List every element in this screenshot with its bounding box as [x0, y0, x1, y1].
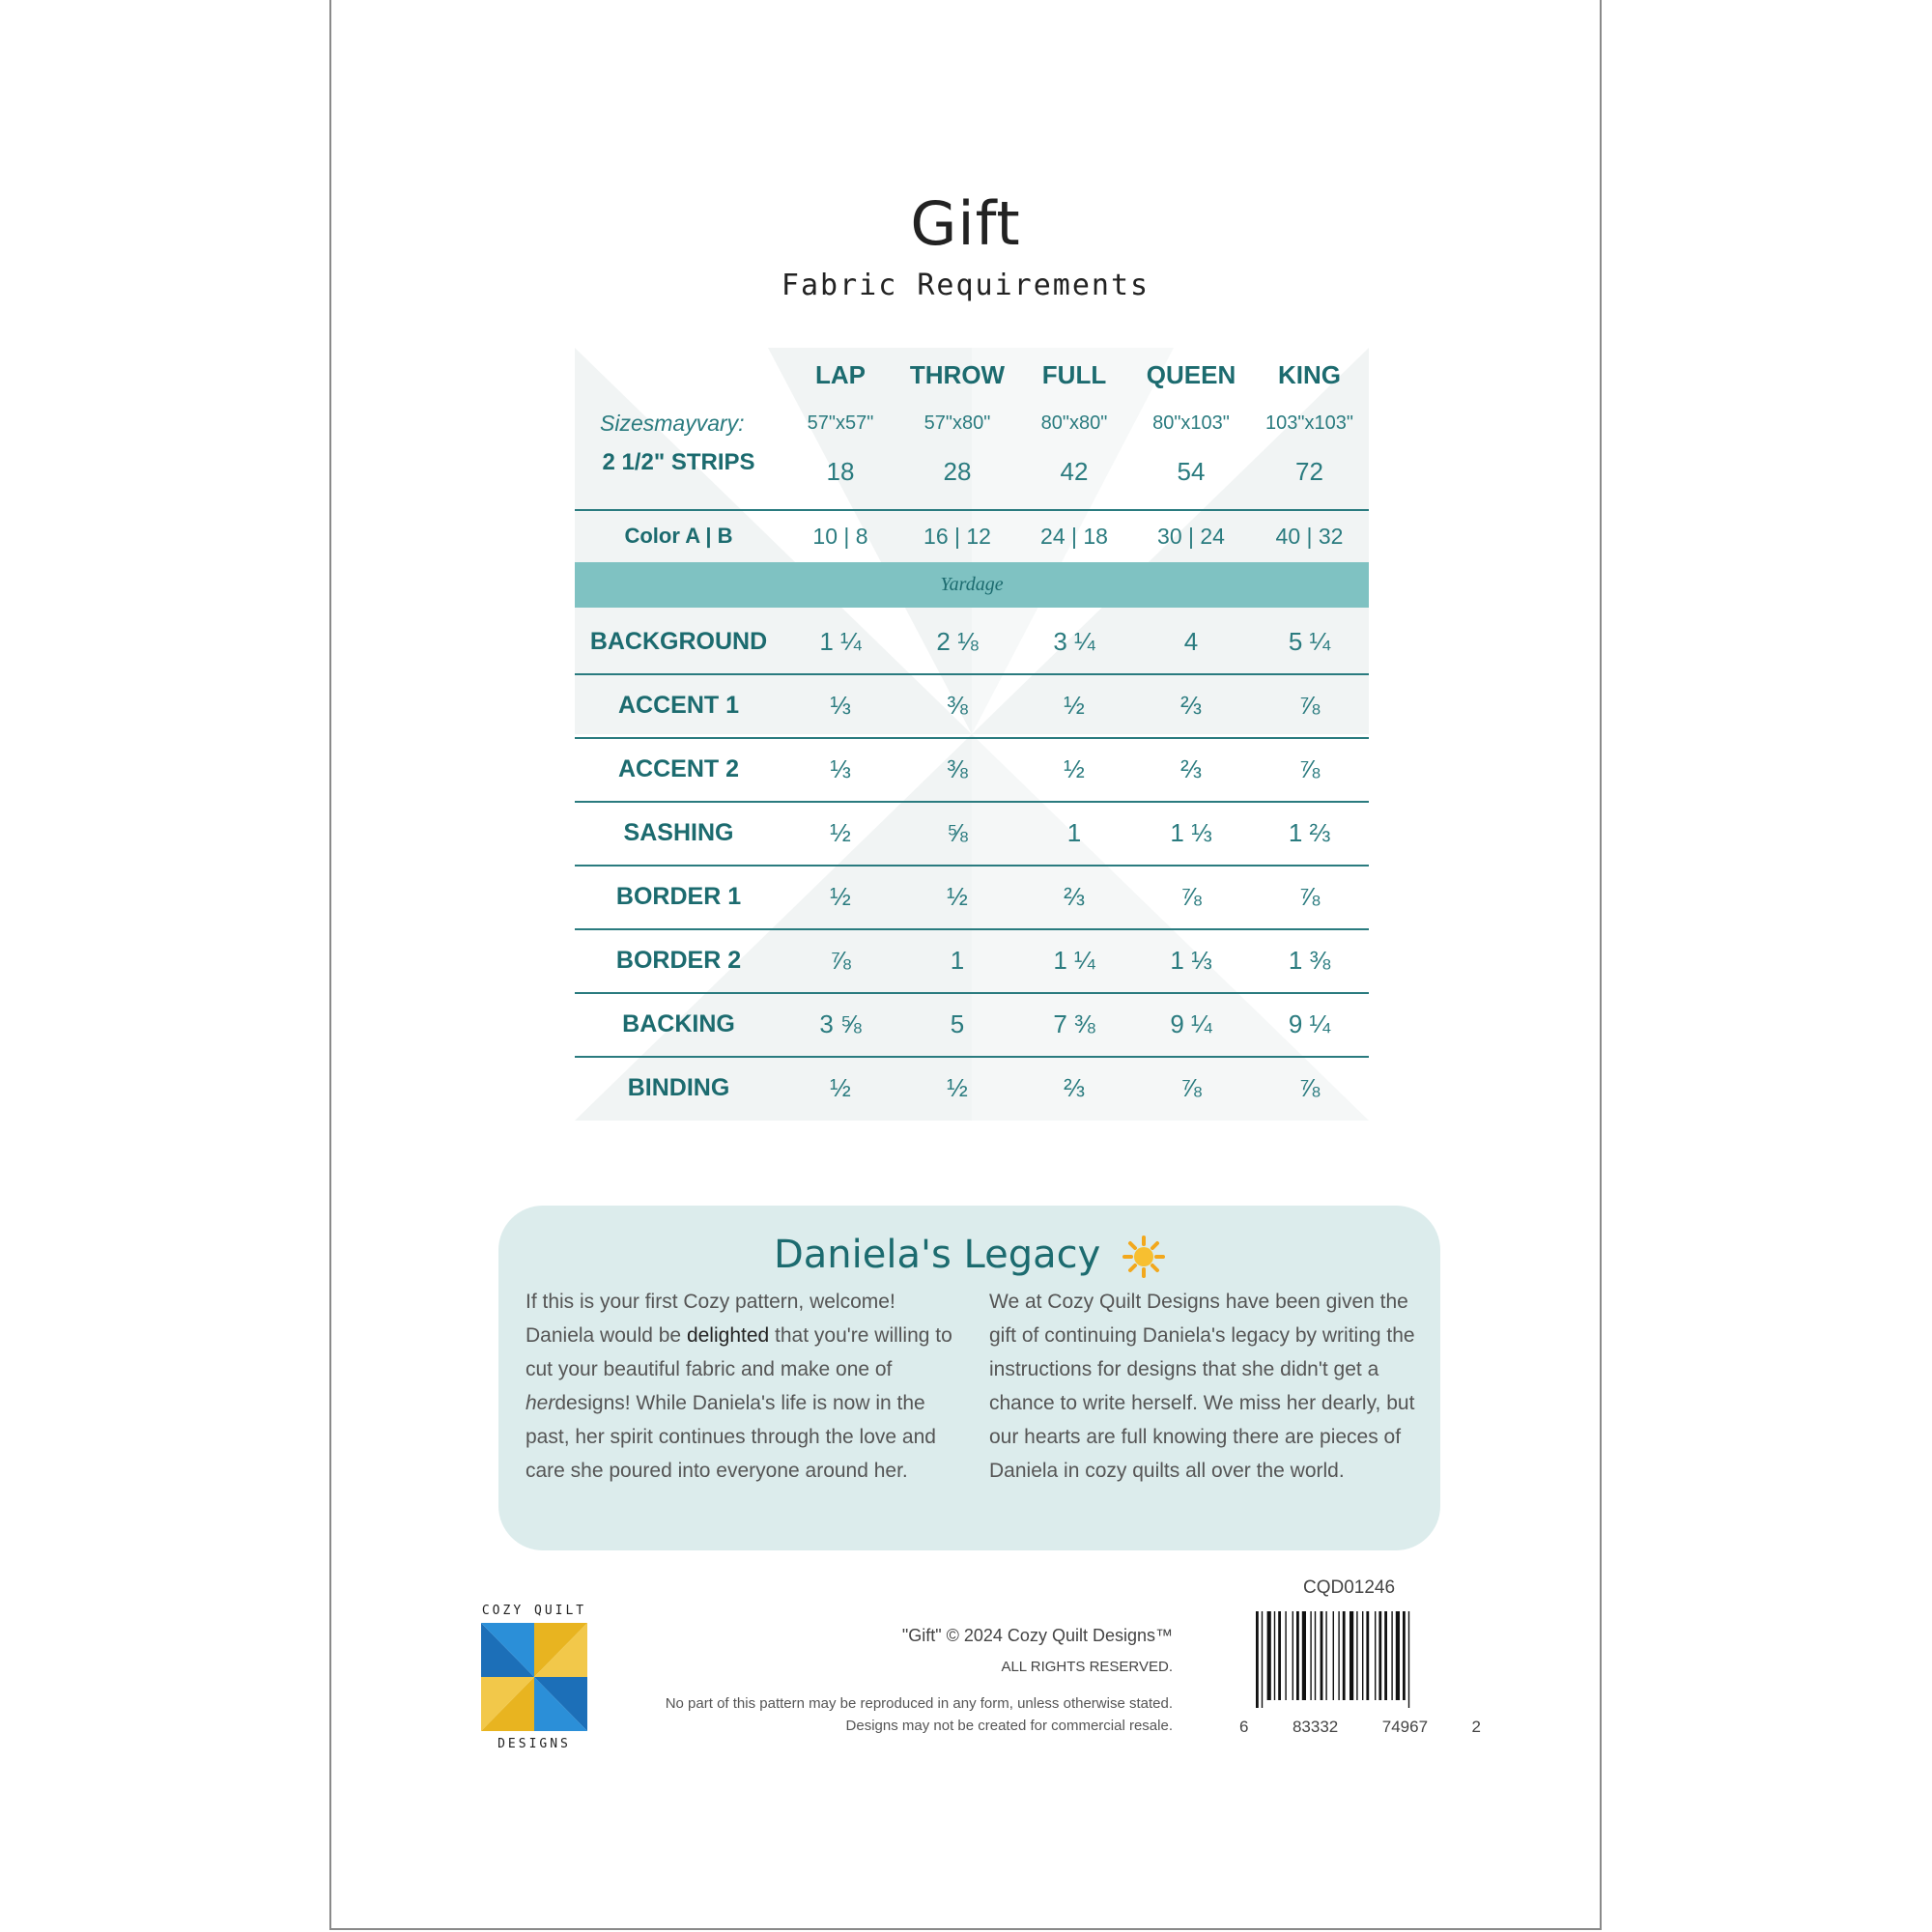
yardage-value: 1 [1066, 817, 1082, 847]
yardage-value: 1 [950, 945, 965, 975]
yardage-value: 1 ⅔ [1288, 817, 1331, 847]
barcode-bar [1378, 1611, 1381, 1700]
barcode-digit: 74967 [1381, 1718, 1429, 1736]
barcode-bar [1262, 1611, 1263, 1708]
barcode-digit: 2 [1471, 1718, 1481, 1736]
barcode-bar [1396, 1611, 1400, 1700]
fabric-requirements-table [575, 348, 1369, 1121]
color-value: 24 | 18 [1040, 523, 1108, 549]
color-value: 30 | 24 [1157, 523, 1225, 549]
table-row [575, 993, 1369, 1055]
yardage-value: ⅞ [830, 945, 851, 975]
barcode-bar [1350, 1611, 1353, 1700]
yardage-value: 4 [1183, 626, 1199, 656]
size-value: 57"x80" [923, 412, 991, 434]
row-label: ACCENT 2 [617, 754, 739, 782]
yardage-value: 1 ¼ [819, 626, 862, 656]
legacy-title-text: Daniela's Legacy [773, 1233, 1101, 1277]
yardage-value: 3 ⅝ [819, 1009, 862, 1038]
table-row [575, 738, 1369, 800]
sun-icon [1122, 1236, 1165, 1278]
pinwheel-icon [481, 1623, 587, 1731]
barcode-digit: 83332 [1292, 1718, 1339, 1736]
color-value: 40 | 32 [1275, 523, 1344, 549]
size-value: 57"x57" [807, 412, 874, 434]
strips-value: 28 [943, 456, 972, 486]
logo-bottom-text: DESIGNS [497, 1737, 571, 1751]
product-code: CQD01246 [1303, 1577, 1396, 1598]
size-value: 80"x103" [1152, 412, 1230, 434]
barcode-bar [1321, 1611, 1323, 1700]
yardage-value: ⅞ [1180, 881, 1202, 911]
row-label: SASHING [623, 818, 734, 846]
col-lap: LAP [815, 359, 866, 389]
sizes-note: Sizesmayvary: [600, 410, 745, 436]
yardage-value: 5 ¼ [1288, 626, 1331, 656]
emphasis-text: delighted [686, 1324, 770, 1347]
legacy-left-text: If this is your first Cozy pattern, welcome! Daniela would be delighted that you're willing to cut your beautiful fabric and make one of herdesigns! While Daniela's life is now in the past, her spirit continues through the love and care she poured into everyone around her. [526, 1291, 952, 1482]
barcode-bar [1315, 1611, 1316, 1700]
yardage-value: ⅔ [1180, 690, 1202, 720]
page-title: Gift [910, 188, 1021, 259]
col-king: KING [1278, 359, 1341, 389]
row-label: BORDER 1 [615, 882, 742, 910]
barcode-icon [1254, 1611, 1466, 1708]
table-row [575, 611, 1369, 672]
barcode-bar [1391, 1611, 1392, 1700]
yardage-value: ⅝ [947, 817, 968, 847]
yardage-value: ⅔ [1064, 881, 1085, 911]
strips-value: 42 [1060, 456, 1089, 486]
barcode-bar [1343, 1611, 1346, 1700]
legacy-title [498, 1233, 1440, 1278]
col-throw: THROW [909, 359, 1006, 389]
barcode-bar [1278, 1611, 1281, 1700]
reproduction-notice: No part of this pattern may be reproduced in any form, unless otherwise stated. Designs may not be created for commercial resale. [665, 1695, 1173, 1734]
row-label: ACCENT 1 [617, 691, 739, 719]
barcode-bar [1356, 1611, 1357, 1700]
size-value: 103"x103" [1265, 412, 1353, 434]
strips-value: 18 [826, 456, 855, 486]
yardage-value: ⅔ [1180, 753, 1202, 783]
strips-row [575, 449, 1369, 494]
barcode-bar [1362, 1611, 1363, 1700]
yardage-value: 1 ¼ [1053, 945, 1095, 975]
divider [575, 509, 1369, 511]
yardage-label: Yardage [940, 574, 1004, 595]
yardage-value: 7 ⅜ [1053, 1009, 1095, 1038]
barcode-bar [1375, 1611, 1376, 1700]
col-queen: QUEEN [1146, 359, 1236, 389]
size-value: 80"x80" [1040, 412, 1108, 434]
yardage-value: ⅞ [1298, 1072, 1321, 1102]
col-full: FULL [1041, 359, 1107, 389]
yardage-value: 1 ⅓ [1170, 817, 1212, 847]
yardage-value: ½ [947, 881, 968, 911]
barcode-bar [1338, 1611, 1339, 1700]
strips-value: 72 [1295, 456, 1323, 486]
yardage-value: ⅞ [1298, 690, 1321, 720]
barcode-bar [1285, 1611, 1286, 1700]
yardage-value: 9 ¼ [1288, 1009, 1331, 1038]
copyright: "Gift" © 2024 Cozy Quilt Designs™ [901, 1626, 1173, 1645]
strips-label: 2 1/2" STRIPS [602, 449, 755, 475]
barcode-digits [1239, 1718, 1481, 1737]
page-subtitle: Fabric Requirements [781, 269, 1151, 302]
yardage-value: ⅓ [830, 753, 851, 783]
logo-top-text: COZY QUILT [481, 1604, 587, 1618]
row-label: BACKING [622, 1009, 735, 1037]
barcode-digit: 6 [1239, 1718, 1249, 1736]
table-row [575, 1057, 1369, 1119]
row-label: BINDING [627, 1073, 730, 1101]
color-value: 16 | 12 [923, 523, 991, 549]
legacy-panel [498, 1206, 1440, 1550]
yardage-value: 9 ¼ [1170, 1009, 1212, 1038]
yardage-value: ⅜ [947, 753, 968, 783]
color-value: 10 | 8 [812, 523, 868, 549]
barcode-bar [1403, 1611, 1406, 1700]
yardage-value: ½ [830, 881, 851, 911]
barcode-bar [1296, 1611, 1299, 1700]
barcode-bar [1267, 1611, 1271, 1700]
yardage-value: ½ [947, 1072, 968, 1102]
barcode-bar [1333, 1611, 1334, 1700]
yardage-value: ½ [1064, 753, 1085, 783]
yardage-value: ⅞ [1298, 753, 1321, 783]
strips-value: 54 [1177, 456, 1206, 486]
barcode-bar [1310, 1611, 1311, 1700]
yardage-value: ⅔ [1064, 1072, 1085, 1102]
legacy-right-text: We at Cozy Quilt Designs have been given the gift of continuing Daniela's legacy by writing the instructions for designs that she didn't get a chance to write herself. We miss her dearly, but our hearts are full knowing there are pieces of Daniela in cozy quilts all over the world. [989, 1291, 1415, 1482]
yardage-value: 2 ⅛ [936, 626, 979, 656]
yardage-value: ⅜ [947, 690, 968, 720]
yardage-value: ⅓ [830, 690, 851, 720]
color-label: Color A | B [624, 524, 733, 548]
barcode-bar [1274, 1611, 1275, 1700]
barcode-bar [1302, 1611, 1306, 1700]
table-row [575, 929, 1369, 991]
yardage-value: ½ [830, 817, 851, 847]
yardage-value: ⅞ [1298, 881, 1321, 911]
cozy-quilt-logo [481, 1604, 597, 1758]
table-row [575, 866, 1369, 927]
header-row [575, 355, 1369, 394]
barcode-bar [1408, 1611, 1409, 1708]
yardage-value: 1 ⅓ [1170, 945, 1212, 975]
barcode-bar [1384, 1611, 1387, 1700]
yardage-value: 3 ¼ [1053, 626, 1095, 656]
yardage-value: ½ [830, 1072, 851, 1102]
table-row [575, 674, 1369, 736]
pattern-back-cover [329, 0, 1602, 1930]
table-row [575, 802, 1369, 864]
yardage-value: 5 [950, 1009, 965, 1038]
color-row [575, 514, 1369, 558]
yardage-band [575, 562, 1369, 608]
yardage-value: 1 ⅜ [1288, 945, 1331, 975]
row-label: BACKGROUND [589, 627, 768, 655]
barcode-bar [1256, 1611, 1259, 1708]
sizes-row [575, 404, 1369, 442]
barcode-bar [1366, 1611, 1369, 1700]
yardage-value: ½ [1064, 690, 1085, 720]
barcode-bar [1325, 1611, 1326, 1700]
row-label: BORDER 2 [615, 946, 742, 974]
yardage-value: ⅞ [1180, 1072, 1202, 1102]
rights-reserved: ALL RIGHTS RESERVED. [1001, 1659, 1173, 1675]
